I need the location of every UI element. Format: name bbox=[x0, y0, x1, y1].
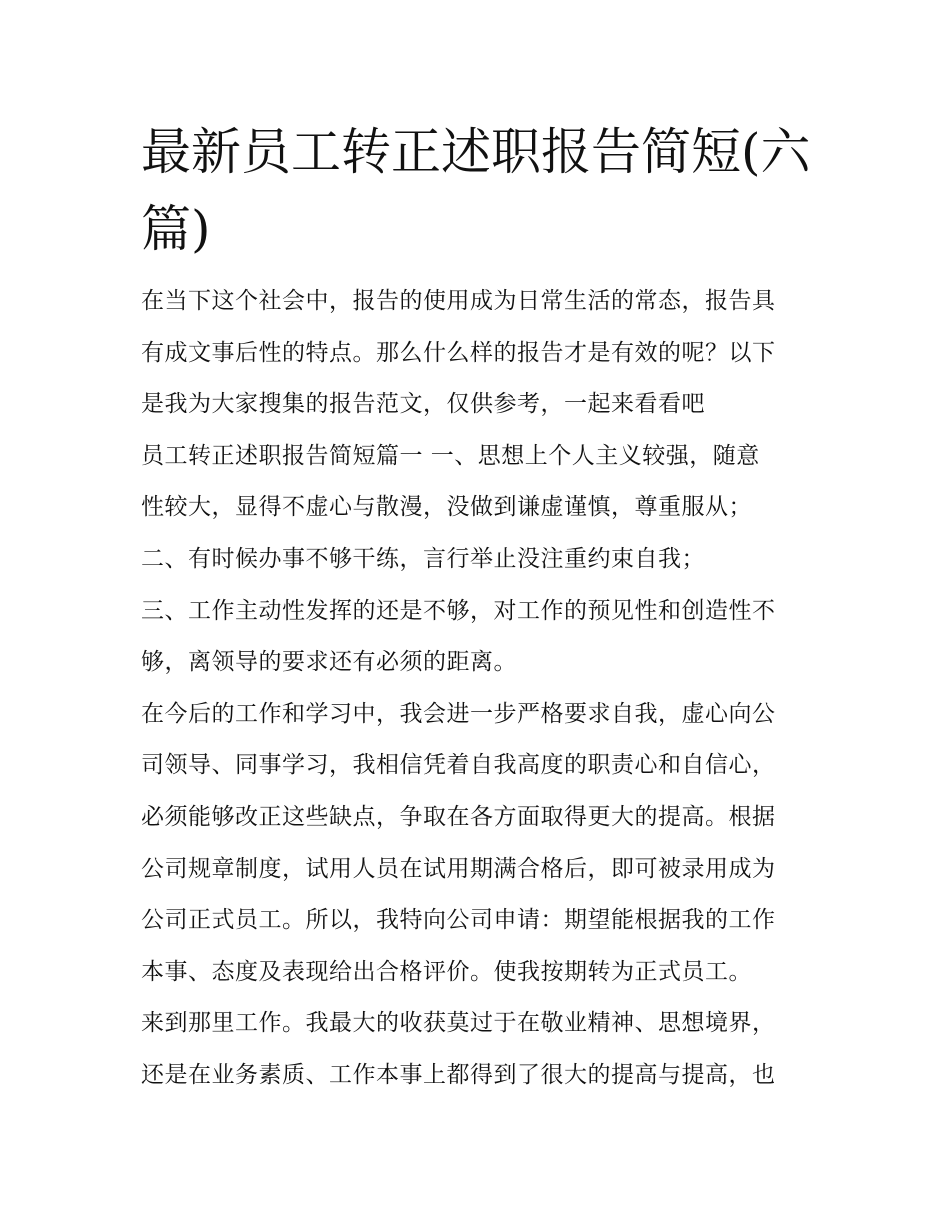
body-line: 必须能够改正这些缺点，争取在各方面取得更大的提高。根据 bbox=[141, 803, 776, 830]
body-line: 司领导、同事学习，我相信凭着自我高度的职责心和自信心， bbox=[141, 752, 776, 779]
body-line: 三、工作主动性发挥的还是不够，对工作的预见性和创造性不 bbox=[141, 597, 776, 624]
body-line: 本事、态度及表现给出合格评价。使我按期转为正式员工。 bbox=[141, 958, 752, 985]
body-line: 还是在业务素质、工作本事上都得到了很大的提高与提高，也 bbox=[141, 1061, 776, 1088]
body-line: 员工转正述职报告简短篇一 一、思想上个人主义较强，随意 bbox=[141, 442, 760, 469]
body-line: 有成文事后性的特点。那么什么样的报告才是有效的呢？以下 bbox=[141, 339, 776, 366]
body-line: 在当下这个社会中，报告的使用成为日常生活的常态，报告具 bbox=[141, 288, 776, 314]
body-line: 性较大，显得不虚心与散漫，没做到谦虚谨慎，尊重服从； bbox=[141, 494, 752, 521]
document-title bbox=[141, 114, 821, 268]
title-line: 篇) bbox=[141, 200, 211, 258]
body-line: 在今后的工作和学习中，我会进一步严格要求自我，虚心向公 bbox=[141, 700, 776, 727]
body-line: 是我为大家搜集的报告范文，仅供参考，一起来看看吧 bbox=[141, 391, 705, 418]
body-line: 来到那里工作。我最大的收获莫过于在敬业精神、思想境界， bbox=[141, 1010, 776, 1037]
body-line: 公司正式员工。所以，我特向公司申请：期望能根据我的工作 bbox=[141, 907, 776, 934]
body-line: 公司规章制度，试用人员在试用期满合格后，即可被录用成为 bbox=[141, 855, 776, 882]
body-line: 二、有时候办事不够干练，言行举止没注重约束自我； bbox=[141, 545, 705, 572]
document-body bbox=[141, 276, 821, 1102]
title-line: 最新员工转正述职报告简短(六 bbox=[141, 123, 811, 181]
body-line: 够，离领导的要求还有必须的距离。 bbox=[141, 649, 517, 676]
